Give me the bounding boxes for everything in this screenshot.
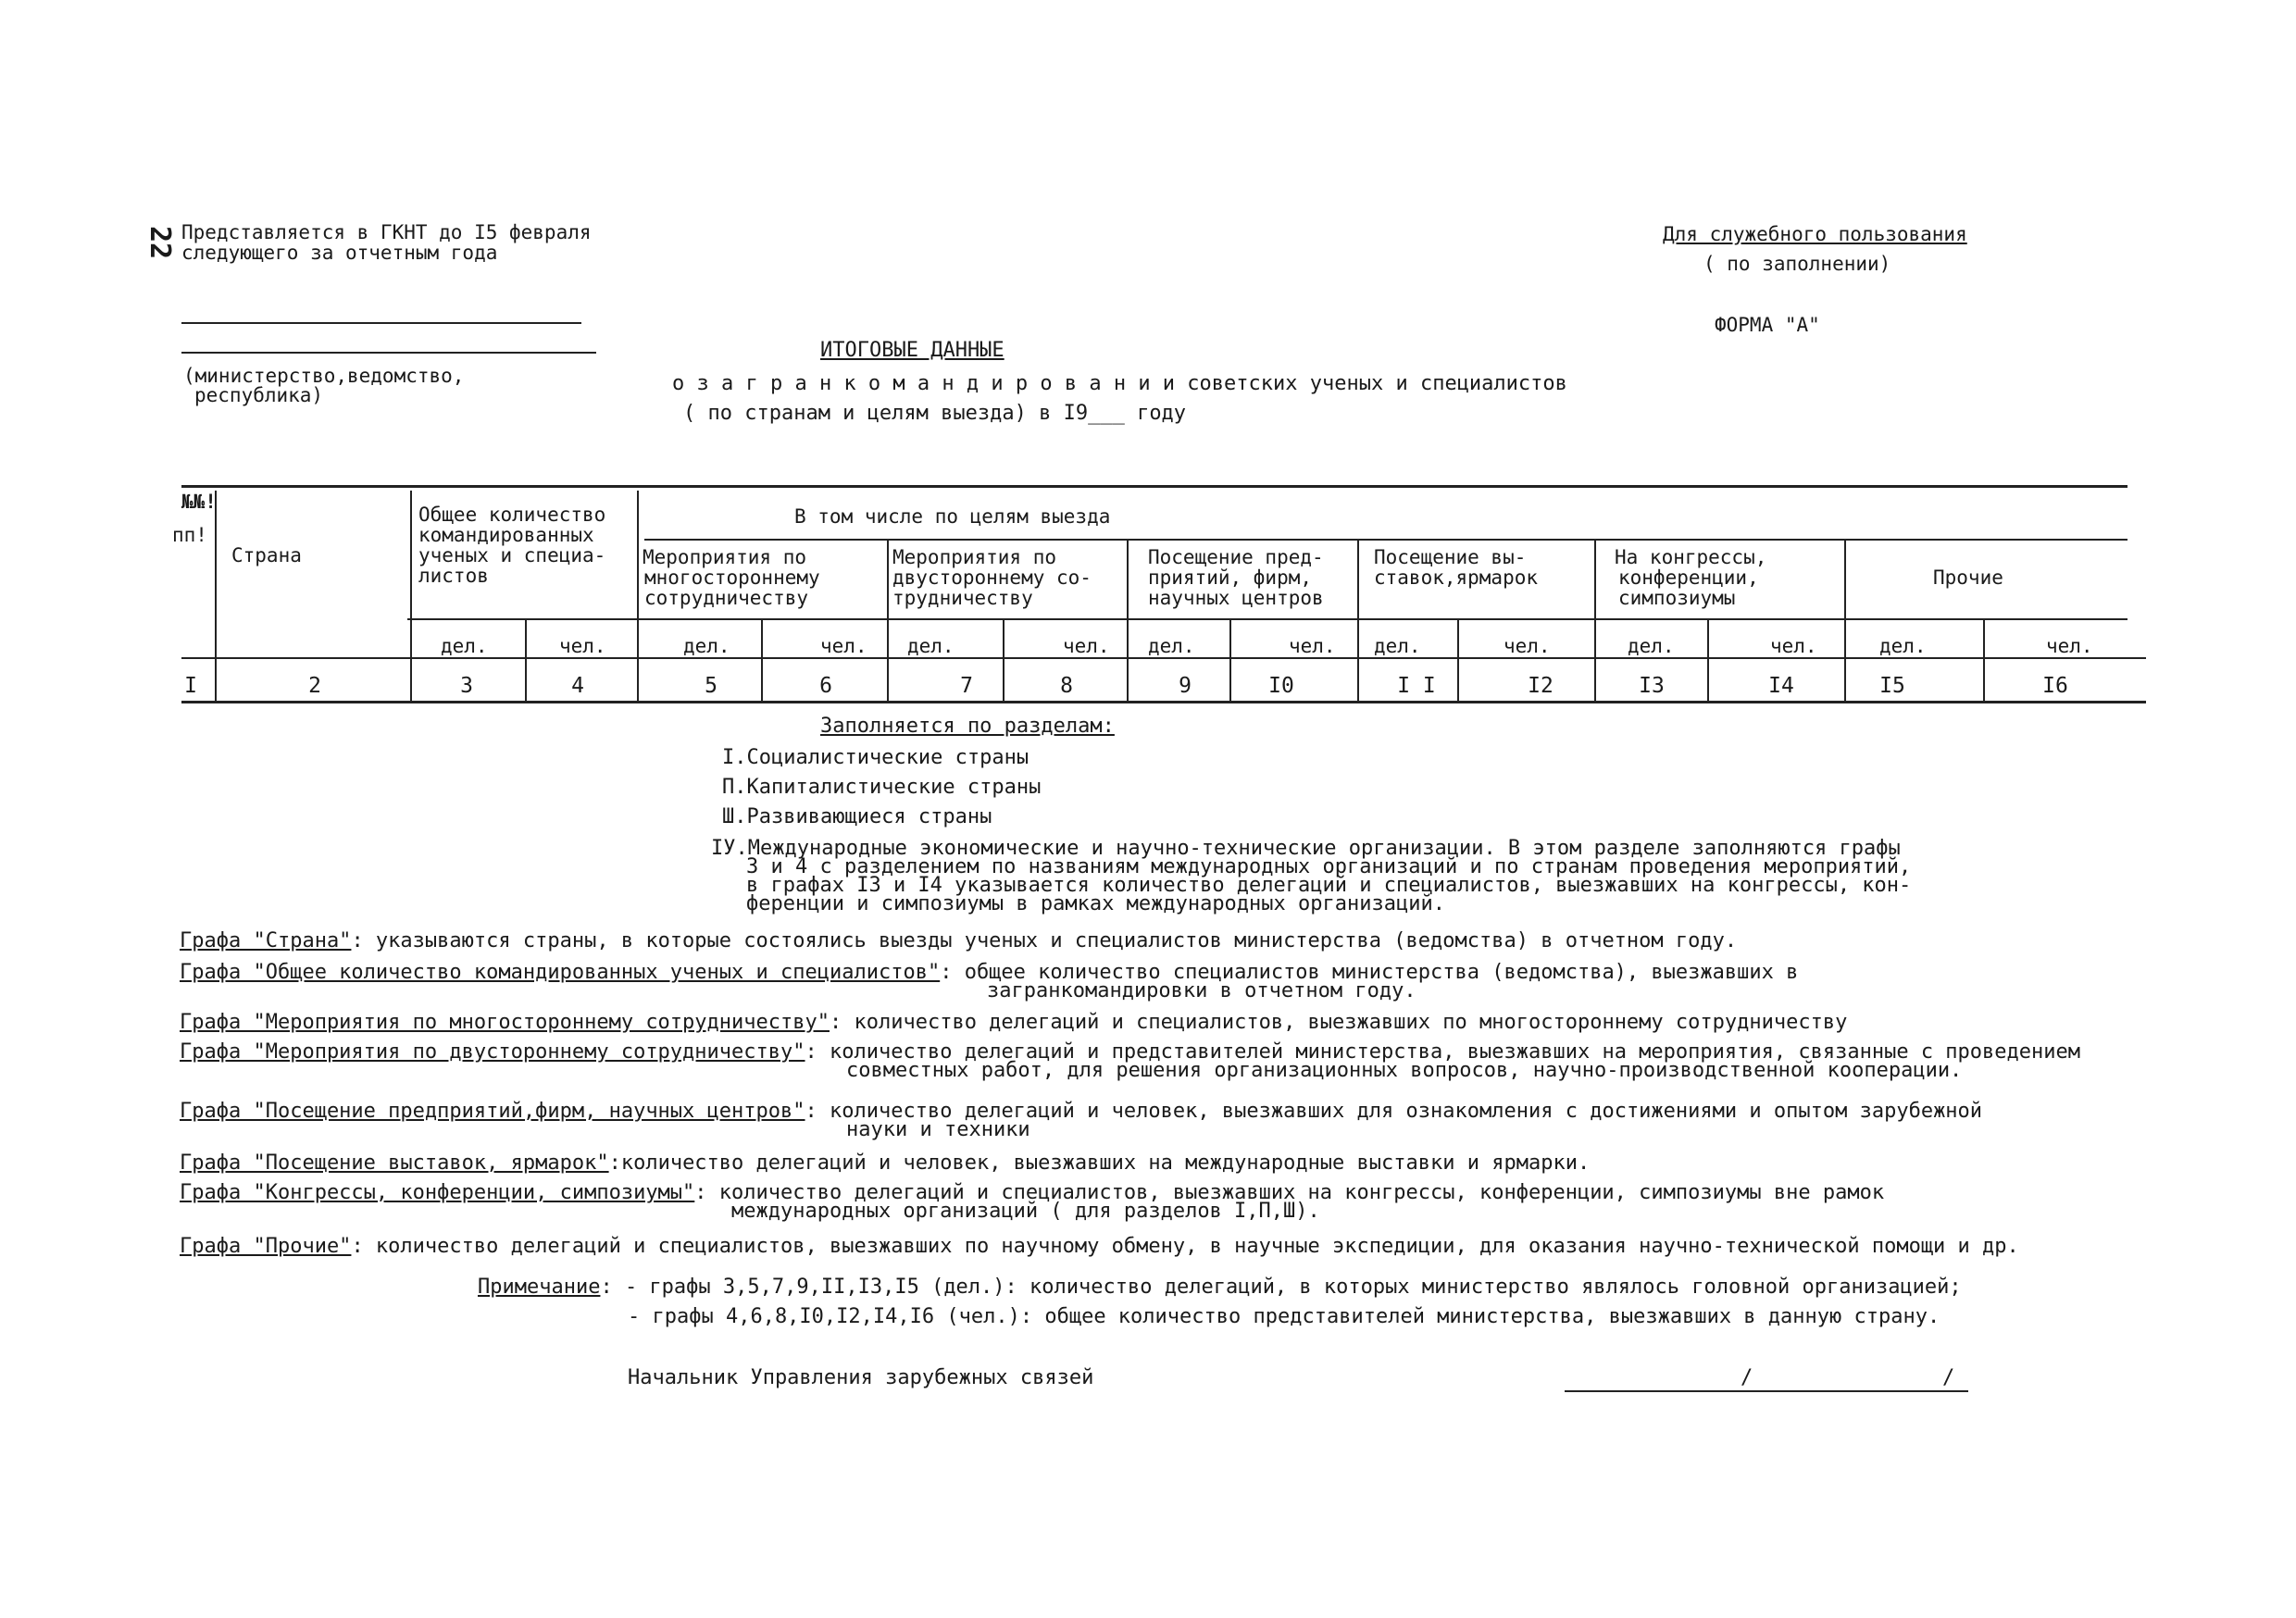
submission-note-line2: следующего за отчетным года xyxy=(181,242,498,264)
g3-header-2: приятий, фирм, xyxy=(1148,566,1313,589)
section-4-line3: в графах I3 и I4 указывается количество делегаций и специалистов, выезжавших на конгрессы, кон- xyxy=(746,874,1912,897)
note-enterprises-cont: науки и техники xyxy=(846,1118,1030,1141)
ministry-caption-line1: (министерство,ведомство, xyxy=(183,365,465,387)
section-4-line1: IУ.Международные экономические и научно-технические организации. В этом разделе заполняются графы xyxy=(711,837,1901,860)
note-total-cont: загранкомандировки в отчетном году. xyxy=(987,979,1416,1002)
g4-header-1: Посещение вы- xyxy=(1374,546,1527,568)
ministry-caption-line2: республика) xyxy=(194,384,324,406)
note-enterprises: Графа "Посещение предприятий,фирм, научных центров": количество делегаций и человек, выезжавших для ознакомления с достижениями и опытом зарубежной xyxy=(180,1100,1983,1123)
g1-header-2: многостороннему xyxy=(644,566,820,589)
col-country-header: Страна xyxy=(231,544,302,566)
col-number: I0 xyxy=(1268,674,1294,698)
signature-slash-2: / xyxy=(1942,1366,1955,1389)
g5-header-2: конференции, xyxy=(1618,566,1759,589)
section-4-line4: ференции и симпозиумы в рамках международных организаций. xyxy=(746,892,1445,915)
col-number: 5 xyxy=(705,674,718,698)
col-number: I3 xyxy=(1639,674,1665,698)
note-bilateral-cont: совместных работ, для решения организационных вопросов, научно-производственной кооперации. xyxy=(846,1059,1963,1082)
note-exhibitions: Графа "Посещение выставок, ярмарок":количество делегаций и человек, выезжавших на международные выставки и ярмарки. xyxy=(180,1151,1591,1175)
col-total-header-4: листов xyxy=(418,565,489,587)
section-2: П.Капиталистические страны xyxy=(722,776,1042,799)
c3-del: дел. xyxy=(441,635,488,657)
note-country: Графа "Страна": указываются страны, в которые состоялись выезды ученых и специалистов министерства (ведомства) в отчетном году. xyxy=(180,929,1738,952)
c16-chel: чел. xyxy=(2046,635,2093,657)
c4-chel: чел. xyxy=(559,635,606,657)
document-subtitle-1: о з а г р а н к о м а н д и р о в а н и и советских ученых и специалистов xyxy=(672,372,1567,395)
g3-header-3: научных центров xyxy=(1148,587,1324,609)
note-total: Графа "Общее количество командированных ученых и специалистов": общее количество специалистов министерства (ведомства), выезжавших в xyxy=(180,961,1799,984)
remark-line1: Примечание: - графы 3,5,7,9,II,I3,I5 (дел.): количество делегаций, в которых министерство являлось головной организацией; xyxy=(478,1276,1962,1299)
col-number: 3 xyxy=(460,674,473,698)
col-number: I5 xyxy=(1879,674,1905,698)
note-congresses-cont: международных организаций ( для разделов I,П,Ш). xyxy=(731,1200,1320,1223)
g2-header-1: Мероприятия по xyxy=(892,546,1057,568)
col-number: 9 xyxy=(1179,674,1192,698)
page-number: 22 xyxy=(144,226,176,260)
document-subtitle-2: ( по странам и целям выезда) в I9___ году xyxy=(683,402,1187,425)
col-number: I2 xyxy=(1528,674,1554,698)
col-total-header-3: ученых и специа- xyxy=(418,544,606,566)
section-4-line2: 3 и 4 с разделением по названиям международных организаций и по странам проведения мероприятий, xyxy=(746,855,1912,878)
col-number: 2 xyxy=(308,674,321,698)
ministry-line-1 xyxy=(181,322,581,324)
c13-del: дел. xyxy=(1628,635,1675,657)
note-congresses: Графа "Конгрессы, конференции, симпозиумы": количество делегаций и специалистов, выезжавших на конгрессы, конференции, симпозиумы вне рамок xyxy=(180,1181,1885,1204)
signature-slash-1: / xyxy=(1741,1366,1753,1389)
c9-del: дел. xyxy=(1148,635,1195,657)
note-bilateral: Графа "Мероприятия по двустороннему сотрудничеству": количество делегаций и представителей министерства, выезжавших на мероприятия, связанные с проведением xyxy=(180,1040,2081,1064)
col-number: 6 xyxy=(819,674,832,698)
sections-heading: Заполняется по разделам: xyxy=(820,715,1115,738)
col-number: 8 xyxy=(1060,674,1073,698)
c14-chel: чел. xyxy=(1770,635,1817,657)
g1-header-1: Мероприятия по xyxy=(643,546,807,568)
g5-header-1: На конгрессы, xyxy=(1615,546,1767,568)
col-number: 4 xyxy=(571,674,584,698)
classification-label: Для служебного пользования xyxy=(1663,223,1967,245)
submission-note-line1: Представляется в ГКНТ до I5 февраля xyxy=(181,221,592,243)
c12-chel: чел. xyxy=(1504,635,1551,657)
c11-del: дел. xyxy=(1374,635,1421,657)
section-3: Ш.Развивающиеся страны xyxy=(722,805,992,828)
col-no-header-1: №№! xyxy=(181,491,217,513)
note-multilateral: Графа "Мероприятия по многостороннему сотрудничеству": количество делегаций и специалистов, выезжавших по многостороннему сотрудничеству xyxy=(180,1011,1848,1034)
signature-title: Начальник Управления зарубежных связей xyxy=(628,1366,1094,1389)
c5-del: дел. xyxy=(683,635,730,657)
classification-note: ( по заполнении) xyxy=(1703,253,1891,275)
group-header: В том числе по целям выезда xyxy=(794,505,1111,528)
col-total-header-2: командированных xyxy=(418,524,594,546)
col-total-header-1: Общее количество xyxy=(418,504,606,526)
section-1: I.Социалистические страны xyxy=(722,746,1029,769)
col-number: I I xyxy=(1397,674,1436,698)
g2-header-3: трудничеству xyxy=(892,587,1033,609)
g3-header-1: Посещение пред- xyxy=(1148,546,1324,568)
c8-chel: чел. xyxy=(1063,635,1110,657)
signature-line xyxy=(1565,1390,1968,1392)
g1-header-3: сотрудничеству xyxy=(644,587,809,609)
c15-del: дел. xyxy=(1879,635,1927,657)
g2-header-2: двустороннему со- xyxy=(892,566,1092,589)
remark-line2: - графы 4,6,8,I0,I2,I4,I6 (чел.): общее количество представителей министерства, выезжавших в данную страну. xyxy=(628,1305,1940,1328)
g4-header-2: ставок,ярмарок xyxy=(1374,566,1539,589)
col-number: I4 xyxy=(1768,674,1794,698)
col-number: 7 xyxy=(960,674,973,698)
document-title: ИТОГОВЫЕ ДАННЫЕ xyxy=(820,339,1004,362)
col-number: I xyxy=(184,674,197,698)
c6-chel: чел. xyxy=(820,635,867,657)
c7-del: дел. xyxy=(907,635,955,657)
col-number: I6 xyxy=(2042,674,2068,698)
c10-chel: чел. xyxy=(1289,635,1336,657)
form-label: ФОРМА "А" xyxy=(1715,314,1820,336)
note-other: Графа "Прочие": количество делегаций и специалистов, выезжавших по научному обмену, в научные экспедиции, для оказания научно-технической помощи и др. xyxy=(180,1235,2019,1258)
col-no-header-2: пп! xyxy=(172,524,207,546)
g6-header: Прочие xyxy=(1933,566,2003,589)
g5-header-3: симпозиумы xyxy=(1618,587,1736,609)
ministry-line-2 xyxy=(181,352,596,354)
